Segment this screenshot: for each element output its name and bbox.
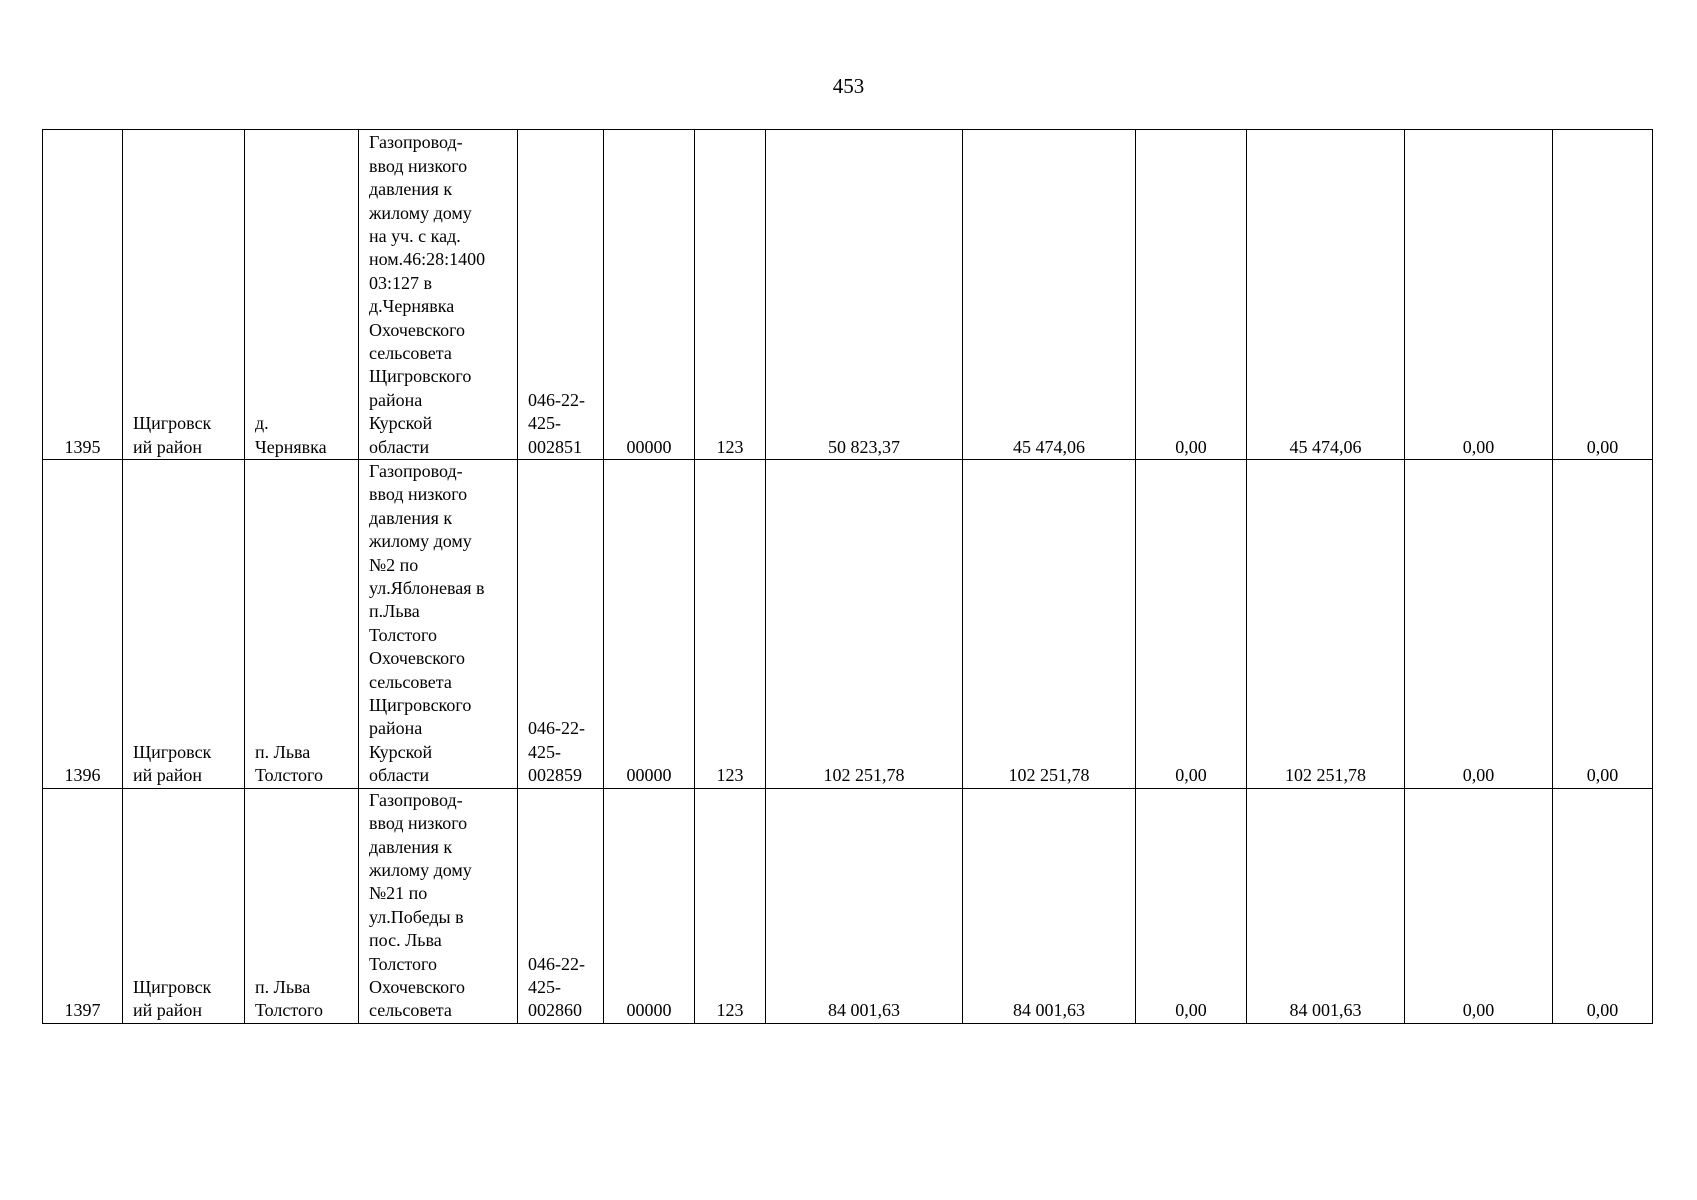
value-cell: 0,00 (1553, 460, 1653, 789)
value-cell: 0,00 (1553, 130, 1653, 460)
asset-registry-table (42, 129, 1653, 1024)
table-row (43, 788, 1653, 1023)
description-cell: Газопровод- ввод низкого давления к жилому дому на уч. с кад. ном.46:28:1400 03:127 в д.Чернявка Охочевского сельсовета Щигровского района Курской области (359, 130, 518, 460)
description-cell: Газопровод- ввод низкого давления к жилому дому №21 по ул.Победы в пос. Льва Толстого Охочевского сельсовета (359, 788, 518, 1023)
district-cell: Щигровск ий район (123, 460, 245, 789)
locality-cell: д. Чернявка (245, 130, 359, 460)
district-cell: Щигровск ий район (123, 788, 245, 1023)
value-cell: 0,00 (1405, 788, 1553, 1023)
value-cell: 0,00 (1405, 460, 1553, 789)
code-cell: 00000 (604, 460, 695, 789)
table-row (43, 460, 1653, 789)
value-cell: 102 251,78 (766, 460, 963, 789)
value-cell: 0,00 (1136, 130, 1247, 460)
code-cell: 123 (695, 788, 766, 1023)
value-cell: 0,00 (1136, 460, 1247, 789)
reg-number-cell: 046-22- 425- 002860 (518, 788, 604, 1023)
description-cell: Газопровод- ввод низкого давления к жилому дому №2 по ул.Яблоневая в п.Льва Толстого Охочевского сельсовета Щигровского района Курской области (359, 460, 518, 789)
code-cell: 00000 (604, 788, 695, 1023)
value-cell: 84 001,63 (963, 788, 1136, 1023)
value-cell: 84 001,63 (766, 788, 963, 1023)
code-cell: 00000 (604, 130, 695, 460)
reg-number-cell: 046-22- 425- 002859 (518, 460, 604, 789)
value-cell: 45 474,06 (1247, 130, 1405, 460)
value-cell: 0,00 (1405, 130, 1553, 460)
code-cell: 123 (695, 460, 766, 789)
locality-cell: п. Льва Толстого (245, 460, 359, 789)
value-cell: 45 474,06 (963, 130, 1136, 460)
locality-cell: п. Льва Толстого (245, 788, 359, 1023)
value-cell: 102 251,78 (1247, 460, 1405, 789)
value-cell: 50 823,37 (766, 130, 963, 460)
page-number: 453 (832, 74, 865, 98)
value-cell: 0,00 (1553, 788, 1653, 1023)
table-row (43, 130, 1653, 460)
district-cell: Щигровск ий район (123, 130, 245, 460)
reg-number-cell: 046-22- 425- 002851 (518, 130, 604, 460)
row-number: 1397 (43, 788, 123, 1023)
value-cell: 102 251,78 (963, 460, 1136, 789)
value-cell: 84 001,63 (1247, 788, 1405, 1023)
row-number: 1395 (43, 130, 123, 460)
value-cell: 0,00 (1136, 788, 1247, 1023)
code-cell: 123 (695, 130, 766, 460)
row-number: 1396 (43, 460, 123, 789)
